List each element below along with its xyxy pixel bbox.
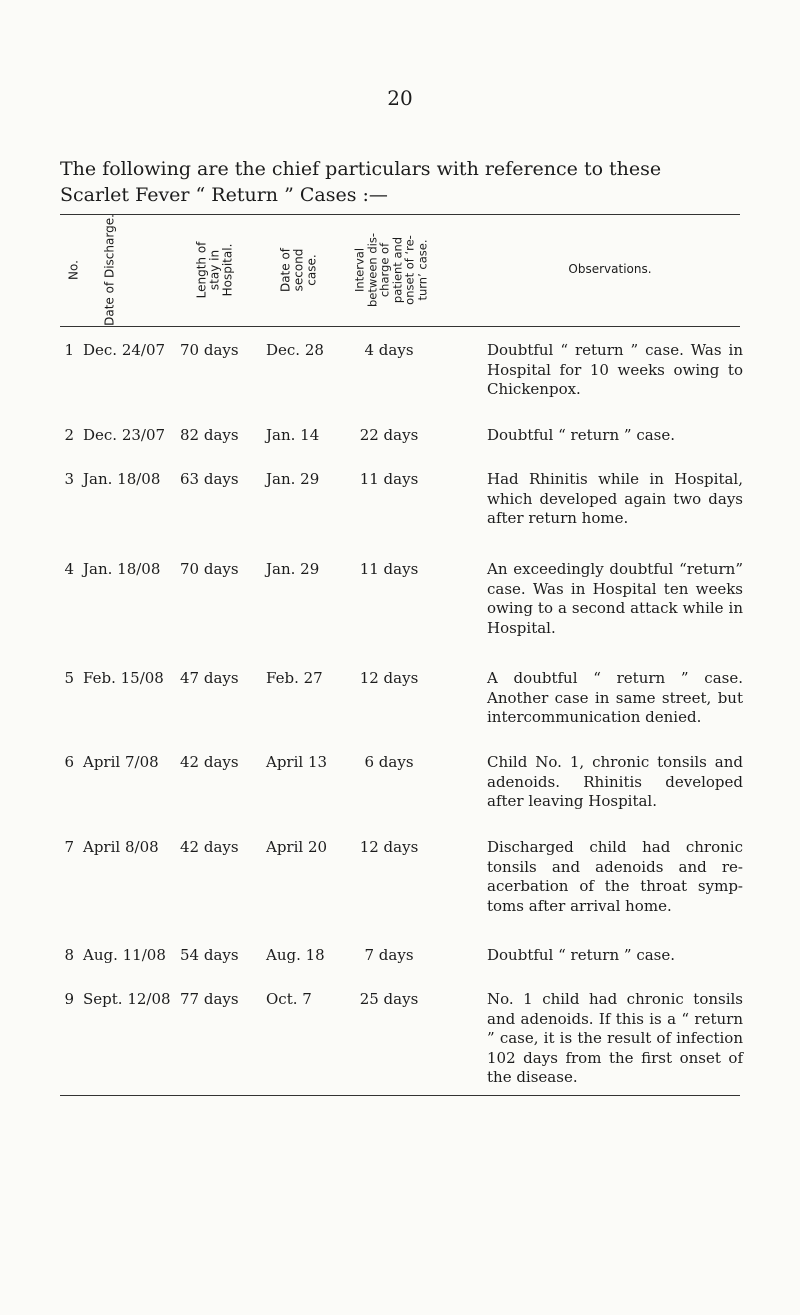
header-line: stay in bbox=[207, 249, 222, 291]
row-interval: 22 days bbox=[359, 426, 419, 444]
intro-line-2: Scarlet Fever “ Return ” Cases :— bbox=[60, 184, 388, 206]
row-no: 7 bbox=[64, 838, 74, 856]
header-interval-label bbox=[354, 233, 429, 307]
row-discharge-date: Feb. 15/08 bbox=[83, 669, 164, 687]
row-no: 1 bbox=[64, 341, 74, 359]
table-bottom-rule bbox=[60, 1095, 740, 1096]
row-interval: 12 days bbox=[359, 669, 419, 687]
row-interval: 4 days bbox=[364, 341, 414, 359]
header-no bbox=[60, 220, 88, 320]
header-observations: Observations. bbox=[568, 262, 652, 276]
row-observations: Child No. 1, chronic tonsils and adenoids. Rhinitis developed after leaving Hospital. bbox=[487, 753, 743, 810]
row-length-of-stay: 77 days bbox=[180, 990, 239, 1008]
header-line: Date of bbox=[278, 247, 293, 293]
row-no: 6 bbox=[64, 753, 74, 771]
header-interval bbox=[348, 220, 434, 320]
header-line: turn’ case. bbox=[415, 239, 429, 301]
header-line: second bbox=[291, 248, 306, 292]
row-no: 2 bbox=[64, 426, 74, 444]
row-no: 5 bbox=[64, 669, 74, 687]
header-line: Length of bbox=[194, 241, 209, 299]
row-second-case-date: Aug. 18 bbox=[266, 946, 325, 964]
row-discharge-date: Jan. 18/08 bbox=[83, 560, 161, 578]
row-no: 3 bbox=[64, 470, 74, 488]
row-discharge-date: Dec. 24/07 bbox=[83, 341, 166, 359]
header-date-of-second-case-label bbox=[280, 248, 319, 292]
row-length-of-stay: 54 days bbox=[180, 946, 239, 964]
row-discharge-date: Aug. 11/08 bbox=[83, 946, 166, 964]
row-interval: 11 days bbox=[359, 560, 419, 578]
row-length-of-stay: 47 days bbox=[180, 669, 239, 687]
row-length-of-stay: 42 days bbox=[180, 838, 239, 856]
row-second-case-date: April 20 bbox=[266, 838, 328, 856]
header-date-of-second-case bbox=[274, 220, 324, 320]
header-length-of-stay bbox=[190, 220, 240, 320]
header-line: Interval bbox=[352, 247, 367, 293]
header-line: onset of ‘re- bbox=[402, 235, 417, 305]
row-observations: Had Rhinitis while in Hospital, which developed again two days after return home. bbox=[487, 470, 743, 527]
row-interval: 12 days bbox=[359, 838, 419, 856]
row-length-of-stay: 63 days bbox=[180, 470, 239, 488]
header-length-of-stay-label bbox=[196, 242, 235, 299]
header-date-of-discharge-label bbox=[104, 214, 117, 326]
row-observations: Doubtful “ return ” case. bbox=[487, 426, 676, 444]
row-second-case-date: Feb. 27 bbox=[266, 669, 323, 687]
row-second-case-date: Jan. 29 bbox=[266, 560, 320, 578]
header-line: patient and bbox=[390, 236, 404, 304]
row-second-case-date: Jan. 14 bbox=[266, 426, 320, 444]
row-discharge-date: Sept. 12/08 bbox=[83, 990, 171, 1008]
header-line: Hospital. bbox=[220, 243, 235, 297]
row-interval: 6 days bbox=[364, 753, 414, 771]
table-header-rule bbox=[60, 326, 740, 327]
header-date-of-discharge-text: Date of Discharge. bbox=[102, 214, 117, 326]
header-line: case. bbox=[304, 254, 319, 286]
row-length-of-stay: 42 days bbox=[180, 753, 239, 771]
row-discharge-date: April 7/08 bbox=[83, 753, 159, 771]
header-line: between dis- bbox=[365, 232, 379, 308]
row-length-of-stay: 70 days bbox=[180, 341, 239, 359]
row-second-case-date: Dec. 28 bbox=[266, 341, 324, 359]
row-second-case-date: April 13 bbox=[266, 753, 328, 771]
intro-line-1: The following are the chief particulars with reference to these bbox=[60, 158, 662, 180]
row-interval: 11 days bbox=[359, 470, 419, 488]
row-length-of-stay: 70 days bbox=[180, 560, 239, 578]
row-observations: No. 1 child had chronic tonsils and adenoids. If this is a “ return ” case, it is the result of infection 102 days from the first onset of the disease. bbox=[487, 990, 743, 1086]
table-top-rule bbox=[60, 214, 740, 215]
page-number: 20 bbox=[387, 86, 413, 110]
row-no: 8 bbox=[64, 946, 74, 964]
row-discharge-date: Jan. 18/08 bbox=[83, 470, 161, 488]
row-interval: 25 days bbox=[359, 990, 419, 1008]
header-date-of-discharge bbox=[90, 214, 130, 326]
row-second-case-date: Jan. 29 bbox=[266, 470, 320, 488]
row-length-of-stay: 82 days bbox=[180, 426, 239, 444]
row-observations: A doubtful “ return ” case. Another case in same street, but intercommunication denied. bbox=[487, 669, 743, 726]
row-second-case-date: Oct. 7 bbox=[266, 990, 312, 1008]
row-interval: 7 days bbox=[364, 946, 414, 964]
row-observations: An exceedingly doubtful “return” case. Was in Hospital ten weeks owing to a second attack while in Hospital. bbox=[487, 560, 743, 637]
row-observations: Doubtful “ return ” case. bbox=[487, 946, 676, 964]
row-observations: Doubtful “ return ” case. Was in Hospital for 10 weeks owing to Chickenpox. bbox=[487, 341, 743, 398]
row-discharge-date: Dec. 23/07 bbox=[83, 426, 166, 444]
row-no: 4 bbox=[64, 560, 74, 578]
header-no-label: No. bbox=[66, 260, 81, 280]
row-no: 9 bbox=[64, 990, 74, 1008]
row-observations: Discharged child had chronic tonsils and adenoids and re- acerbation of the throat symp- toms after arrival home. bbox=[487, 838, 743, 915]
header-line: charge of bbox=[377, 242, 392, 298]
row-discharge-date: April 8/08 bbox=[83, 838, 159, 856]
